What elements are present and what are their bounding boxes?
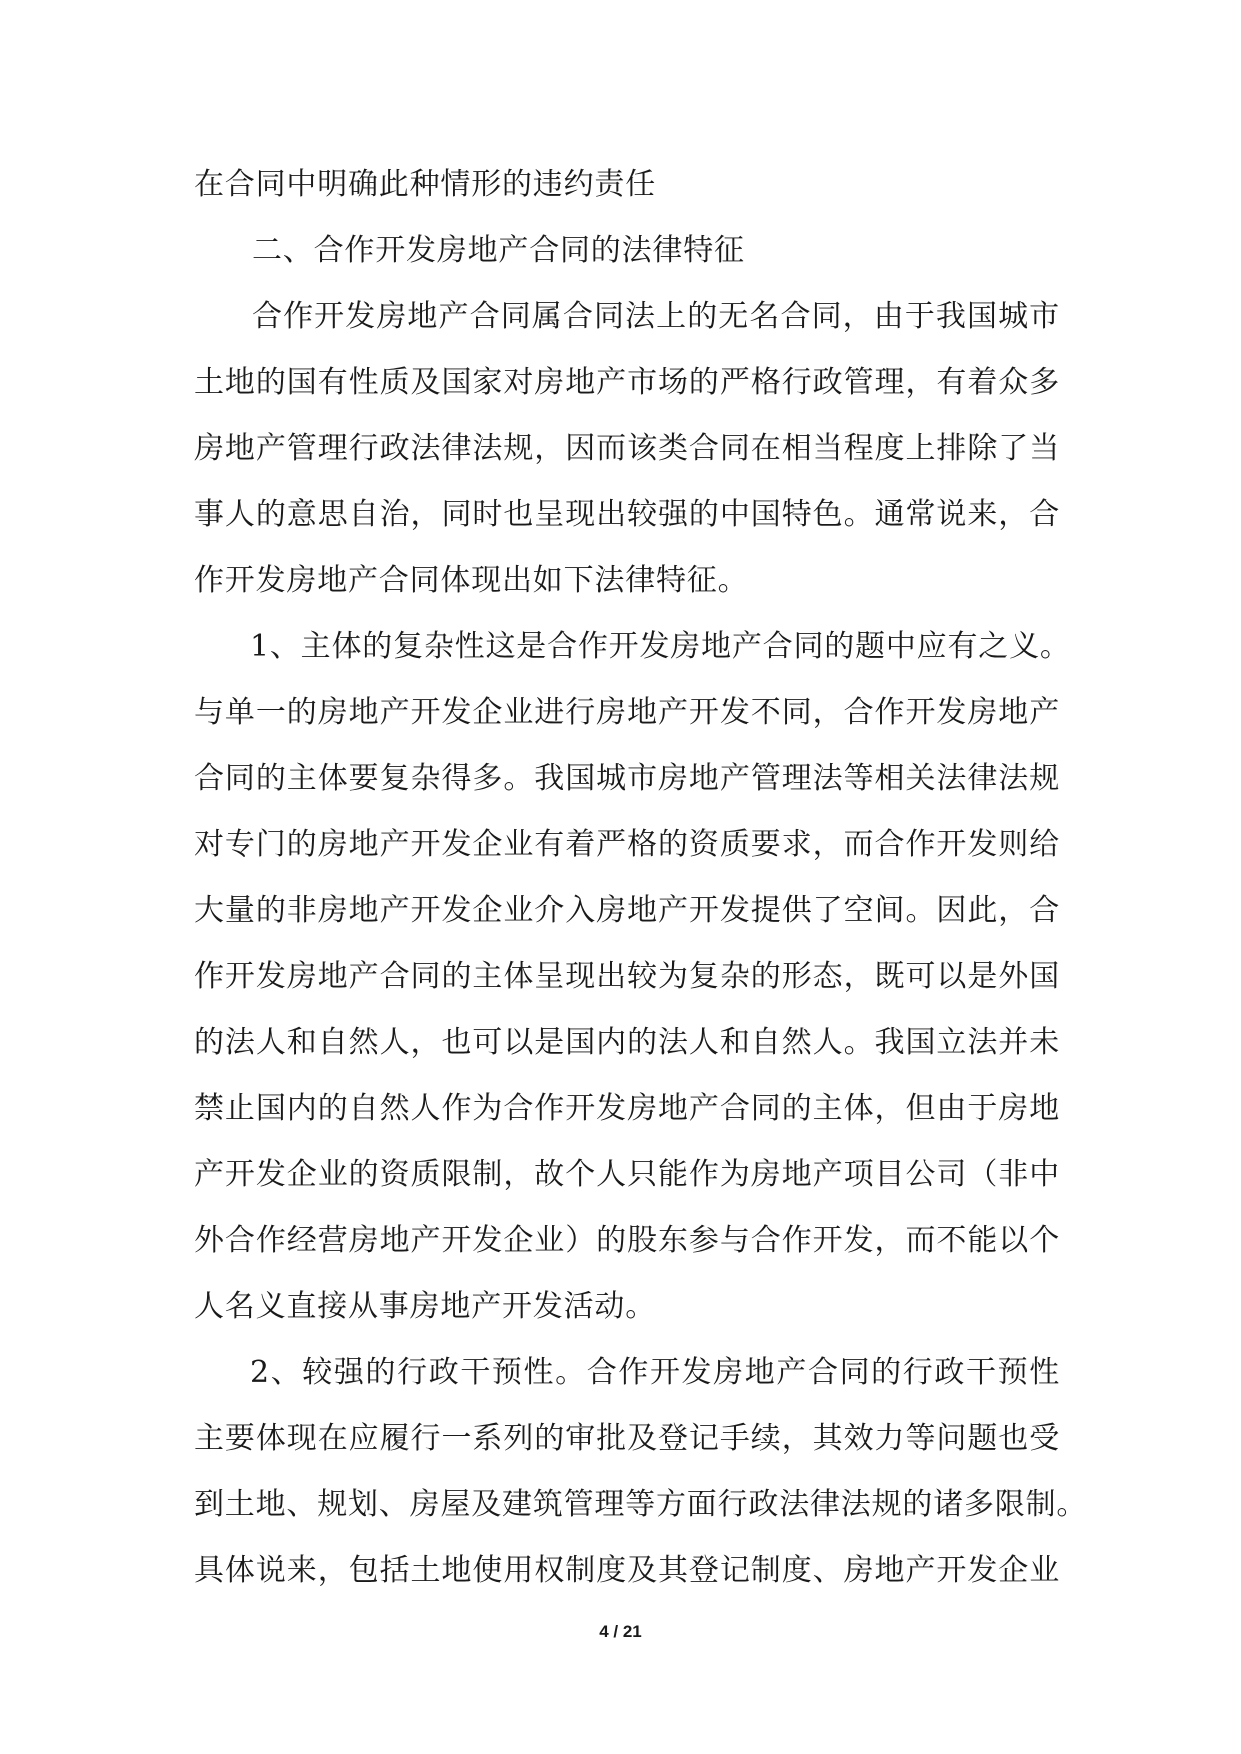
paragraph-line: 对专门的房地产开发企业有着严格的资质要求，而合作开发则给: [194, 827, 1060, 862]
section-heading: 二、合作开发房地产合同的法律特征: [252, 233, 745, 268]
document-body: [194, 152, 1088, 1604]
paragraph-line: 作开发房地产合同的主体呈现出较为复杂的形态，既可以是外国: [194, 959, 1060, 994]
paragraph-line: 产开发企业的资质限制，故个人只能作为房地产项目公司（非中: [194, 1157, 1060, 1192]
paragraph-line: 到土地、规划、房屋及建筑管理等方面行政法律法规的诸多限制。: [194, 1487, 1088, 1522]
paragraph-line: 土地的国有性质及国家对房地产市场的严格行政管理，有着众多: [194, 365, 1060, 400]
paragraph-line: 主要体现在应履行一系列的审批及登记手续，其效力等问题也受: [194, 1421, 1060, 1456]
page-number: 4 / 21: [599, 1622, 642, 1641]
paragraph-line: 合同的主体要复杂得多。我国城市房地产管理法等相关法律法规: [194, 761, 1060, 796]
paragraph-line: 合作开发房地产合同属合同法上的无名合同，由于我国城市: [252, 299, 1060, 334]
paragraph-line: 与单一的房地产开发企业进行房地产开发不同，合作开发房地产: [194, 695, 1060, 730]
paragraph-line: 具体说来，包括土地使用权制度及其登记制度、房地产开发企业: [194, 1553, 1060, 1588]
paragraph-line: 禁止国内的自然人作为合作开发房地产合同的主体，但由于房地: [194, 1091, 1060, 1126]
paragraph-line: 的法人和自然人，也可以是国内的法人和自然人。我国立法并未: [194, 1025, 1060, 1060]
paragraph-line: 事人的意思自治，同时也呈现出较强的中国特色。通常说来，合: [194, 497, 1060, 532]
paragraph-line: 外合作经营房地产开发企业）的股东参与合作开发，而不能以个: [194, 1223, 1060, 1258]
paragraph-line: 作开发房地产合同体现出如下法律特征。: [194, 563, 749, 598]
paragraph-line: 人名义直接从事房地产开发活动。: [194, 1289, 656, 1324]
text-line: 在合同中明确此种情形的违约责任: [194, 167, 656, 202]
paragraph-line: 房地产管理行政法律法规，因而该类合同在相当程度上排除了当: [194, 431, 1060, 466]
paragraph-line: 大量的非房地产开发企业介入房地产开发提供了空间。因此，合: [194, 893, 1060, 928]
paragraph-line: 1、主体的复杂性这是合作开发房地产合同的题中应有之义。: [250, 629, 1071, 664]
paragraph-line: 2、较强的行政干预性。合作开发房地产合同的行政干预性: [250, 1355, 1060, 1390]
